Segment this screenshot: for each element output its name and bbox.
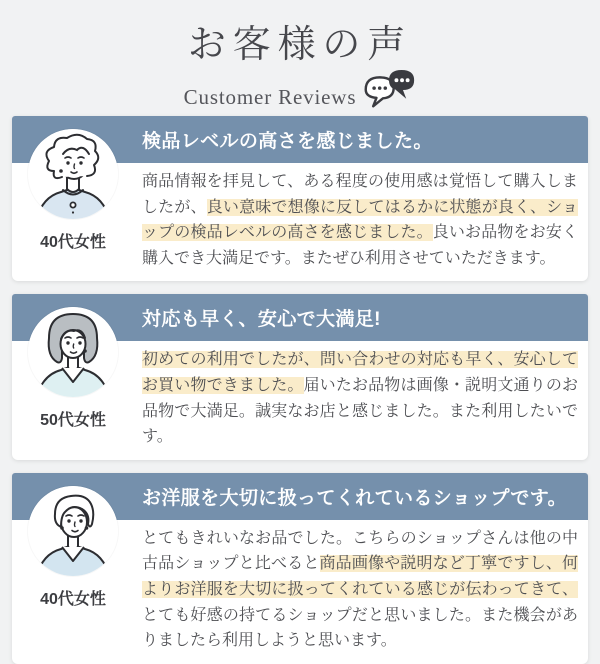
reviewer-label: 40代女性 [40, 590, 106, 608]
reviewer-avatar [28, 486, 118, 576]
subtitle-row [0, 70, 600, 116]
reviewer-avatar [28, 129, 118, 219]
reviewer-label: 50代女性 [40, 412, 106, 430]
chat-bubbles-icon [362, 68, 416, 116]
review-heading: 対応も早く、安心で大満足! [142, 309, 381, 331]
review-text-highlight: 初めての利用でしたが、問い合わせの対応も早く、安心してお買い物できました。 [142, 351, 578, 394]
review-text-segment: 届いたお品物は画像・説明文通りのお品物で大満足。誠実なお店と感じました。また利用したいです。 [142, 376, 578, 446]
woman-50s-bob-hair-icon [28, 307, 118, 397]
review-card [12, 294, 588, 459]
review-card [12, 473, 588, 664]
review-heading: 検品レベルの高さを感じました。 [142, 131, 433, 152]
page-subtitle: Customer Reviews [183, 85, 357, 109]
review-text-highlight: 商品画像や説明など丁寧ですし、何よりお洋服を大切に扱ってくれている感じが伝わってきて、 [142, 555, 578, 598]
review-text-segment: 商品情報を拝見して、ある程度の使用感は覚悟して購入しましたが、 [142, 173, 578, 216]
review-text-segment: とても好感の持てるショップだと思いました。また機会がありましたら利用しようと思います。 [142, 606, 578, 650]
woman-40s-short-hair-icon [28, 486, 118, 576]
review-text-segment: とてもきれいなお品でした。こちらのショップさんは他の中古品ショップと比べると [142, 529, 578, 573]
review-card [12, 116, 588, 281]
review-text-highlight: 良い意味で想像に反してはるかに状態が良く、ショップの検品レベルの高さを感じました。 [142, 198, 578, 242]
reviewer-label: 40代女性 [40, 234, 106, 251]
review-heading: お洋服を大切に扱ってくれているショップです。 [142, 487, 568, 509]
woman-40s-wavy-hair-icon [28, 129, 118, 219]
page-title: お客様の声 [187, 24, 413, 66]
review-text-segment: 良いお品物をお安く購入でき大満足です。またぜひ利用させていただきます。 [142, 224, 578, 267]
page-header [0, 0, 600, 116]
reviewer-avatar [28, 307, 118, 397]
